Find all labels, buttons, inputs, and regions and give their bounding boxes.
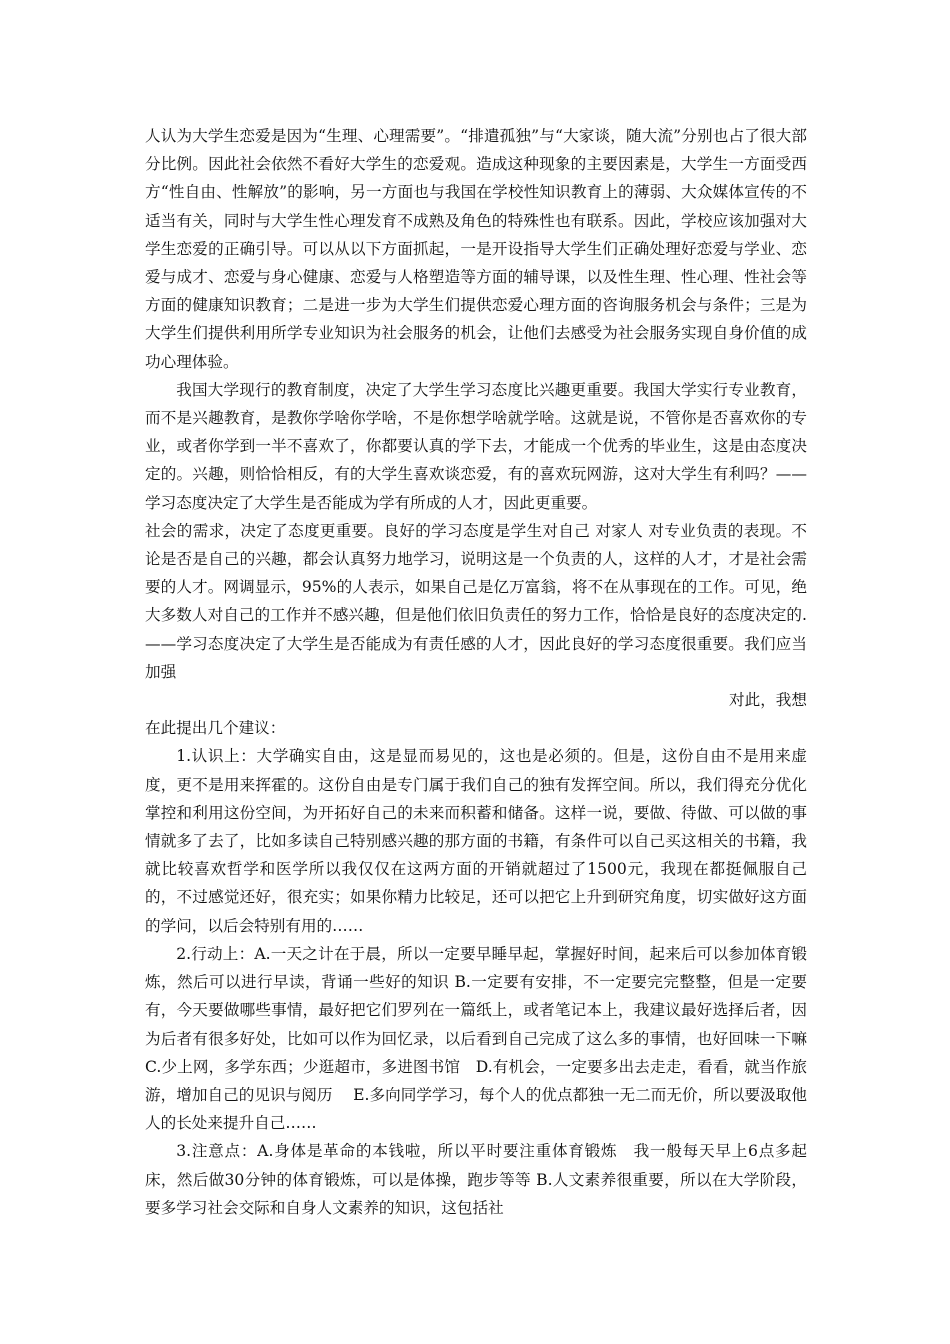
suggestion-item-1: 1.认识上：大学确实自由，这是显而易见的，这也是必须的。但是，这份自由不是用来虚度，更不是用来挥霍的。这份自由是专门属于我们自己的独有发挥空间。所以，我们得充分优化掌控和利用这份空间，为开拓好自己的未来而积蓄和储备。这样一说，要做、待做、可以做的事情就多了去了，比如多读自己特别感兴趣的那方面的书籍，有条件可以自己买这相关的书籍，我就比较喜欢哲学和医学所以我仅仅在这两方面的开销就超过了1500元，我现在都挺佩服自己的，不过感觉还好，很充实；如果你精力比较足，还可以把它上升到研究角度，切实做好这方面的学问，以后会特别有用的…… xyxy=(145,747,807,935)
suggestion-item-3: 3.注意点：A.身体是革命的本钱啦，所以平时要注重体育锻炼 我一般每天早上6点多起床，然后做30分钟的体育锻炼，可以是体操，跑步等等 B.人文素养很重要，所以在大学阶段，要多学习社会交际和自身人文素养的知识，这包括社 xyxy=(145,1142,807,1217)
paragraph-fragment-right: 对此，我想 xyxy=(729,691,807,710)
paragraph-suggestions-intro: 在此提出几个建议： xyxy=(145,719,286,738)
suggestion-item-2: 2.行动上：A.一天之计在于晨，所以一定要早睡早起，掌握好时间，起来后可以参加体育锻炼，然后可以进行早读，背诵一些好的知识 B.一定要有安排，不一定要完完整整，但是一定要有，今天要做哪些事情，最好把它们罗列在一篇纸上，或者笔记本上，我建议最好选择后者，因为后者有很多好处，比如可以作为回忆录，以后看到自己完成了这么多的事情，也好回味一下嘛 C.少上网，多学东西；少逛超市，多进图书馆 D.有机会，一定要多出去走走，看看，就当作旅游，增加自己的见识与阅历 E.多向同学学习，每个人的优点都独一无二而无价，所以要汲取他人的长处来提升自己…… xyxy=(145,944,823,1133)
paragraph-love-view: 人认为大学生恋爱是因为“生理、心理需要”。“排遣孤独”与“大家谈，随大流”分别也占了很大部分比例。因此社会依然不看好大学生的恋爱观。造成这种现象的主要因素是，大学生一方面受西方“性自由、性解放”的影响，另一方面也与我国在学校性知识教育上的薄弱、大众媒体宣传的不适当有关，同时与大学生性心理发育不成熟及角色的特殊性也有联系。因此，学校应该加强对大学生恋爱的正确引导。可以从以下方面抓起，一是开设指导大学生们正确处理好恋爱与学业、恋爱与成才、恋爱与身心健康、恋爱与人格塑造等方面的辅导课，以及性生理、性心理、性社会等方面的健康知识教育；二是进一步为大学生们提供恋爱心理方面的咨询服务机会与条件；三是为大学生们提供利用所学专业知识为社会服务的机会，让他们去感受为社会服务实现自身价值的成功心理体验。 xyxy=(145,127,807,371)
paragraph-education-system: 我国大学现行的教育制度，决定了大学生学习态度比兴趣更重要。我国大学实行专业教育，而不是兴趣教育，是教你学啥你学啥，不是你想学啥就学啥。这就是说，不管你是否喜欢你的专业，或者你学到一半不喜欢了，你都要认真的学下去，才能成一个优秀的毕业生，这是由态度决定的。兴趣，则恰恰相反，有的大学生喜欢谈恋爱，有的喜欢玩网游，这对大学生有利吗？——学习态度决定了大学生是否能成为学有所成的人才，因此更重要。 xyxy=(145,380,807,512)
document-body xyxy=(145,122,823,1222)
paragraph-social-demand: 社会的需求，决定了态度更重要。良好的学习态度是学生对自己 对家人 对专业负责的表现。不论是否是自己的兴趣，都会认真努力地学习，说明这是一个负责的人，这样的人才，才是社会需要的人才。网调显示，95%的人表示，如果自己是亿万富翁，将不在从事现在的工作。可见，绝大多数人对自己的工作并不感兴趣，但是他们依旧负责任的努力工作，恰恰是良好的态度决定的.——学习态度决定了大学生是否能成为有责任感的人才，因此良好的学习态度很重要。我们应当加强 xyxy=(145,521,807,681)
